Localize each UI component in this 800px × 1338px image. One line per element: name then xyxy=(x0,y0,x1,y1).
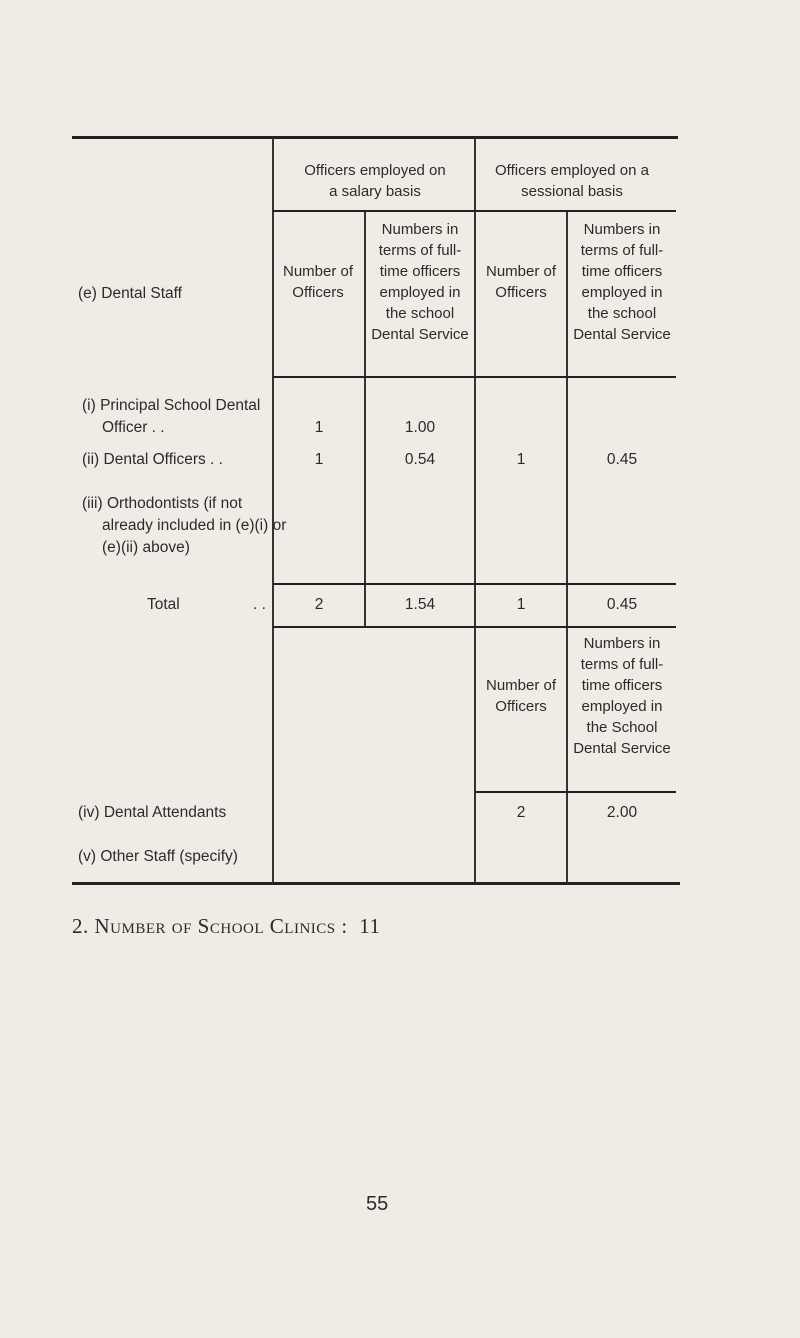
rule-above-total xyxy=(273,583,676,585)
salary-group-header: Officers employed on a salary basis xyxy=(304,162,446,200)
page-number: 55 xyxy=(366,1193,389,1215)
principal-salary-number: 1 xyxy=(314,419,324,436)
clinics-separator: : xyxy=(341,914,348,938)
rule-under-group-headers xyxy=(273,210,676,212)
row-label-principal: (i) Principal School Dental Officer . . xyxy=(82,397,261,436)
row-label-dental-attendants: (iv) Dental Attendants xyxy=(78,804,227,821)
clinics-prefix: 2. xyxy=(72,914,89,938)
officers-salary-number: 1 xyxy=(314,451,324,468)
salary-number-header: Number of Officers xyxy=(282,263,354,301)
sessional-group-header: Officers employed on a sessional basis xyxy=(495,162,649,200)
clinics-value: 11 xyxy=(359,914,381,938)
lower-fte-header: Numbers in terms of full-time officers employed in the School Dental Service xyxy=(573,635,671,757)
officers-sessional-fte: 0.45 xyxy=(606,451,638,468)
dental-staff-heading: (e) Dental Staff xyxy=(78,285,182,302)
row-label-total: Total xyxy=(147,596,180,613)
total-dots: . . xyxy=(253,596,266,613)
school-clinics-line xyxy=(72,914,380,939)
total-salary-fte: 1.54 xyxy=(404,596,436,613)
principal-salary-fte: 1.00 xyxy=(404,419,436,436)
total-sessional-fte: 0.45 xyxy=(606,596,638,613)
lower-number-header: Number of Officers xyxy=(485,677,557,715)
rule-under-column-headers xyxy=(273,376,676,378)
rule-below-total xyxy=(273,626,676,628)
divider-salary-sessional xyxy=(474,138,476,883)
salary-fte-header: Numbers in terms of full-time officers employed in the school Dental Service xyxy=(371,221,469,343)
sessional-fte-header: Numbers in terms of full-time officers employed in the school Dental Service xyxy=(573,221,671,343)
sessional-number-header: Number of Officers xyxy=(485,263,557,301)
clinics-label: Number of School Clinics xyxy=(94,914,336,938)
table-bottom-rule xyxy=(72,882,680,885)
total-sessional-number: 1 xyxy=(516,596,526,613)
table-top-rule xyxy=(72,136,678,139)
row-label-other-staff: (v) Other Staff (specify) xyxy=(78,848,238,865)
officers-sessional-number: 1 xyxy=(516,451,526,468)
total-salary-number: 2 xyxy=(314,596,324,613)
officers-salary-fte: 0.54 xyxy=(404,451,436,468)
attendants-number: 2 xyxy=(516,804,526,821)
attendants-fte: 2.00 xyxy=(606,804,638,821)
divider-sessional-inner xyxy=(566,210,568,883)
row-label-dental-officers: (ii) Dental Officers . . xyxy=(82,451,223,468)
row-label-orthodontists: (iii) Orthodontists (if not already included in (e)(i) or (e)(ii) above) xyxy=(82,495,287,556)
rule-under-lower-headers xyxy=(475,791,676,793)
